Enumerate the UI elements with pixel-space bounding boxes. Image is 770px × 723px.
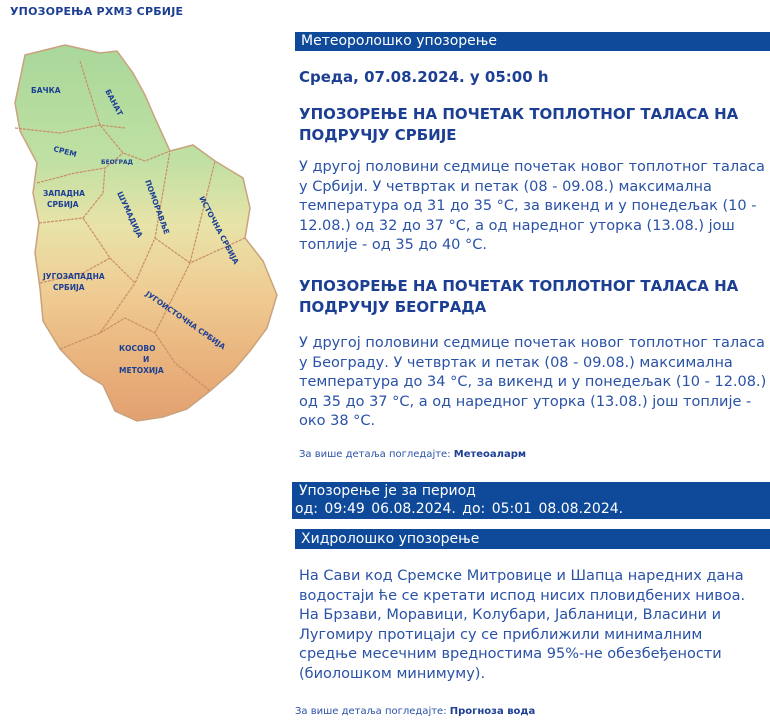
region-zapadna-2[interactable]: СРБИЈА bbox=[47, 200, 79, 209]
forecast-water-link[interactable]: Прогноза вода bbox=[449, 706, 536, 717]
meteo-more-prefix: За више детаља погледајте: bbox=[299, 449, 451, 460]
region-istocna[interactable]: ИСТОЧНА СРБИЈА bbox=[197, 194, 241, 266]
meteo-more-details bbox=[299, 449, 526, 460]
period-range bbox=[295, 500, 770, 518]
hydro-warning-header: Хидролошко упозорење bbox=[295, 529, 770, 549]
region-pomoravlje[interactable]: ПОМОРАВЉЕ bbox=[143, 178, 172, 236]
region-kosovo-3[interactable]: МЕТОХИЈА bbox=[119, 366, 164, 375]
region-sumadija[interactable]: ШУМАДИЈА bbox=[115, 190, 145, 240]
map-outline bbox=[15, 45, 277, 421]
warning-belgrade-title: УПОЗОРЕЊЕ НА ПОЧЕТАК ТОПЛОТНОГ ТАЛАСА НА ПОДРУЧЈУ БЕОГРАДА bbox=[299, 277, 739, 316]
warning-serbia-text: У другој половини седмице почетак новог топлотног таласа у Србији. У четвртак и петак (08 - 09.08.) максимална температура од 31 до 35 °C, за викенд и у понедељак (10 - 12.08.) од 32 до 37 °C, а од наредног уторка (13.08.) још топлије - од 35 до 40 °C. bbox=[299, 159, 765, 253]
warning-period-box bbox=[292, 482, 770, 519]
meteo-warning-header: Метеоролошко упозорење bbox=[295, 32, 770, 51]
region-jugozapadna-1[interactable]: ЈУГОЗАПАДНА bbox=[43, 272, 105, 281]
period-to-value: 05:01 08.08.2024. bbox=[491, 501, 624, 517]
warning-date: Среда, 07.08.2024. у 05:00 h bbox=[299, 68, 549, 86]
region-zapadna-1[interactable]: ЗАПАДНА bbox=[43, 189, 85, 198]
warning-belgrade-text: У другој половини седмице почетак новог топлотног таласа у Београду. У четвртак и петак (08 - 09.08.) максимална температура до 34 °C, за викенд и у понедељак (10 - 12.08.) од 35 до 37 °C, а од наредног уторка (13.08.) још топлије - око 38 °C. bbox=[299, 335, 767, 429]
serbia-warning-map[interactable] bbox=[5, 33, 285, 423]
region-jugozapadna-2[interactable]: СРБИЈА bbox=[53, 283, 85, 292]
region-srem[interactable]: СРЕМ bbox=[52, 144, 78, 160]
page-title: УПОЗОРЕЊА РХМЗ СРБИЈЕ bbox=[10, 5, 184, 18]
hydro-more-prefix: За више детаља погледајте: bbox=[295, 706, 447, 717]
period-from-label: од: bbox=[295, 501, 318, 517]
hydro-warning-text: На Сави код Сремске Митровице и Шапца наредних дана водостаји ће се кретати испод нисих пловидбених нивоа. На Брзави, Моравици, Колубари, Јабланици, Власини и Лугомиру протицаји су се приближили минималним средње месечним вредностима 95%-не обезбеђености (биолошком минимуму). bbox=[299, 568, 746, 682]
region-backa[interactable]: БАЧКА bbox=[31, 86, 61, 95]
period-to-label: до: bbox=[462, 501, 486, 517]
region-banat[interactable]: БАНАТ bbox=[103, 87, 125, 118]
region-kosovo-2[interactable]: И bbox=[143, 355, 150, 364]
warning-serbia-title: УПОЗОРЕЊЕ НА ПОЧЕТАК ТОПЛОТНОГ ТАЛАСА НА ПОДРУЧЈУ СРБИЈЕ bbox=[299, 105, 739, 144]
period-from-value: 09:49 06.08.2024. bbox=[324, 501, 456, 517]
meteoalarm-link[interactable]: Метеоаларм bbox=[453, 449, 527, 460]
hydro-more-details bbox=[295, 706, 535, 717]
region-kosovo-1[interactable]: КОСОВО bbox=[119, 344, 156, 353]
period-label: Упозорење је за период bbox=[299, 483, 476, 499]
region-jugoistocna[interactable]: ЈУГОИСТОЧНА СРБИЈА bbox=[143, 289, 228, 352]
region-beograd[interactable]: БЕОГРАД bbox=[101, 159, 133, 166]
